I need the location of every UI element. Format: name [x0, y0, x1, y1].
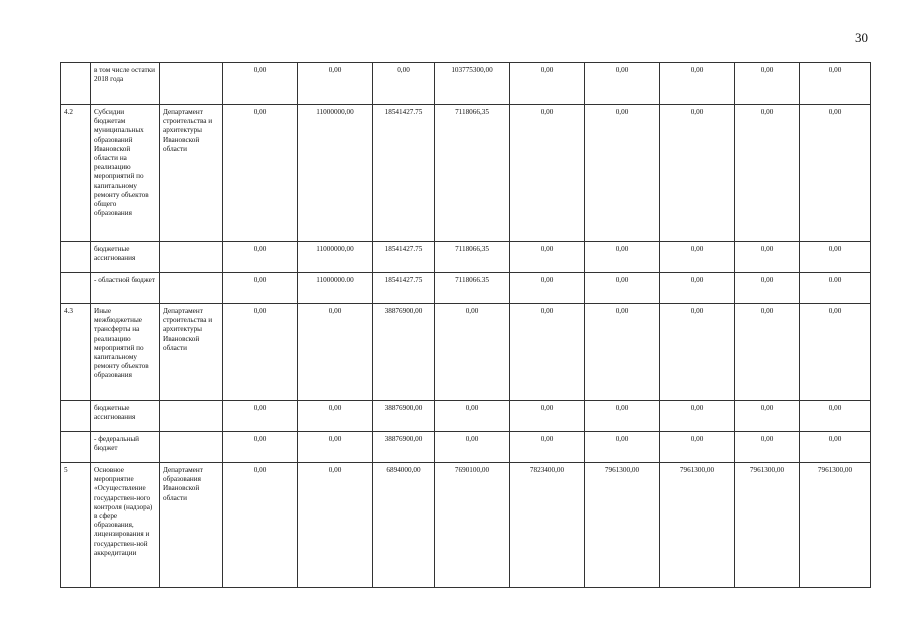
value-cell: 0,00 — [223, 432, 298, 463]
value-cell: 0,00 — [585, 63, 660, 105]
value-cell: 0,00 — [435, 304, 510, 401]
value-cell: 0,00 — [223, 401, 298, 432]
value-cell: 0,00 — [660, 273, 735, 304]
row-name-cell: бюджетные ассигнования — [91, 242, 160, 273]
value-cell: 0,00 — [298, 463, 373, 588]
value-cell: 7690100,00 — [435, 463, 510, 588]
value-cell: 0,00 — [223, 463, 298, 588]
row-name-cell: бюджетные ассигнования — [91, 401, 160, 432]
value-cell: 0,00 — [585, 401, 660, 432]
value-cell: 0,00 — [660, 432, 735, 463]
row-number-cell: 5 — [61, 463, 91, 588]
value-cell: 38876900,00 — [373, 304, 435, 401]
value-cell: 0,00 — [735, 401, 800, 432]
value-cell: 0,00 — [735, 304, 800, 401]
value-cell: 7961300,00 — [585, 463, 660, 588]
row-number-cell — [61, 63, 91, 105]
value-cell: 0,00 — [800, 432, 871, 463]
value-cell: 0,00 — [373, 63, 435, 105]
value-cell: 0,00 — [298, 401, 373, 432]
page-number: 30 — [855, 30, 868, 45]
table-row — [61, 401, 871, 432]
row-executor-cell — [160, 401, 223, 432]
value-cell: 103775300,00 — [435, 63, 510, 105]
value-cell: 0,00 — [585, 273, 660, 304]
row-number-cell: 4.2 — [61, 105, 91, 242]
value-cell: 0,00 — [435, 401, 510, 432]
row-name-cell: Иные межбюджетные трансферты на реализацию мероприятий по капитальному ремонту объектов образования — [91, 304, 160, 401]
value-cell: 0,00 — [800, 63, 871, 105]
budget-table — [60, 62, 871, 588]
value-cell: 0,00 — [223, 273, 298, 304]
row-number-cell — [61, 401, 91, 432]
value-cell: 6894000,00 — [373, 463, 435, 588]
value-cell: 0,00 — [510, 273, 585, 304]
row-executor-cell — [160, 63, 223, 105]
row-name-cell: Субсидии бюджетам муниципальных образований Ивановской области на реализацию мероприятий по капитальному ремонту объектов общего образования — [91, 105, 160, 242]
value-cell: 0.00 — [800, 273, 871, 304]
value-cell: 0,00 — [223, 63, 298, 105]
value-cell: 0,00 — [735, 432, 800, 463]
value-cell: 0,00 — [510, 63, 585, 105]
value-cell: 0,00 — [223, 242, 298, 273]
value-cell: 0,00 — [800, 304, 871, 401]
value-cell: 7823400,00 — [510, 463, 585, 588]
table-row — [61, 105, 871, 242]
table-row — [61, 432, 871, 463]
value-cell: 7118066,35 — [435, 105, 510, 242]
value-cell: 0,00 — [223, 105, 298, 242]
value-cell: 0,00 — [735, 273, 800, 304]
value-cell: 7961300,00 — [660, 463, 735, 588]
value-cell: 0,00 — [735, 105, 800, 242]
value-cell: 11000000.00 — [298, 273, 373, 304]
row-executor-cell — [160, 432, 223, 463]
value-cell: 0,00 — [510, 401, 585, 432]
value-cell: 0,00 — [800, 401, 871, 432]
value-cell: 18541427.75 — [373, 242, 435, 273]
table-row — [61, 242, 871, 273]
value-cell: 11000000,00 — [298, 105, 373, 242]
value-cell: 0,00 — [660, 242, 735, 273]
value-cell: 38876900,00 — [373, 432, 435, 463]
table-row — [61, 273, 871, 304]
table-row — [61, 463, 871, 588]
value-cell: 0,00 — [585, 105, 660, 242]
value-cell: 38876900,00 — [373, 401, 435, 432]
row-name-cell: в том числе остатки 2018 года — [91, 63, 160, 105]
row-name-cell: - областной бюджет — [91, 273, 160, 304]
value-cell: 7118066,35 — [435, 242, 510, 273]
row-name-cell: - федеральный бюджет — [91, 432, 160, 463]
value-cell: 0,00 — [660, 304, 735, 401]
row-executor-cell: Департамент образования Ивановской области — [160, 463, 223, 588]
value-cell: 0,00 — [510, 432, 585, 463]
value-cell: 0,00 — [585, 242, 660, 273]
value-cell: 0,00 — [435, 432, 510, 463]
row-executor-cell — [160, 242, 223, 273]
row-number-cell — [61, 432, 91, 463]
value-cell: 0,00 — [298, 432, 373, 463]
row-number-cell — [61, 242, 91, 273]
table-row — [61, 63, 871, 105]
value-cell: 0,00 — [735, 242, 800, 273]
value-cell: 0,00 — [510, 304, 585, 401]
row-number-cell: 4.3 — [61, 304, 91, 401]
value-cell: 18541427.75 — [373, 273, 435, 304]
value-cell: 0,00 — [660, 401, 735, 432]
value-cell: 0,00 — [800, 105, 871, 242]
value-cell: 0,00 — [585, 432, 660, 463]
row-name-cell: Основное мероприятие «Осуществление государствен-ного контроля (надзора) в сфере образования, лицензирования и государствен-ной аккредитации — [91, 463, 160, 588]
value-cell: 0,00 — [223, 304, 298, 401]
value-cell: 0,00 — [660, 105, 735, 242]
value-cell: 7118066.35 — [435, 273, 510, 304]
value-cell: 0,00 — [585, 304, 660, 401]
row-number-cell — [61, 273, 91, 304]
value-cell: 11000000,00 — [298, 242, 373, 273]
value-cell: 0,00 — [735, 63, 800, 105]
row-executor-cell — [160, 273, 223, 304]
value-cell: 0,00 — [510, 242, 585, 273]
value-cell: 0,00 — [660, 63, 735, 105]
row-executor-cell: Департамент строительства и архитектуры Ивановской области — [160, 105, 223, 242]
value-cell: 18541427.75 — [373, 105, 435, 242]
value-cell: 7961300,00 — [735, 463, 800, 588]
row-executor-cell: Департамент строительства и архитектуры Ивановской области — [160, 304, 223, 401]
value-cell: 7961300,00 — [800, 463, 871, 588]
value-cell: 0,00 — [298, 304, 373, 401]
value-cell: 0,00 — [800, 242, 871, 273]
value-cell: 0,00 — [298, 63, 373, 105]
value-cell: 0,00 — [510, 105, 585, 242]
table-row — [61, 304, 871, 401]
